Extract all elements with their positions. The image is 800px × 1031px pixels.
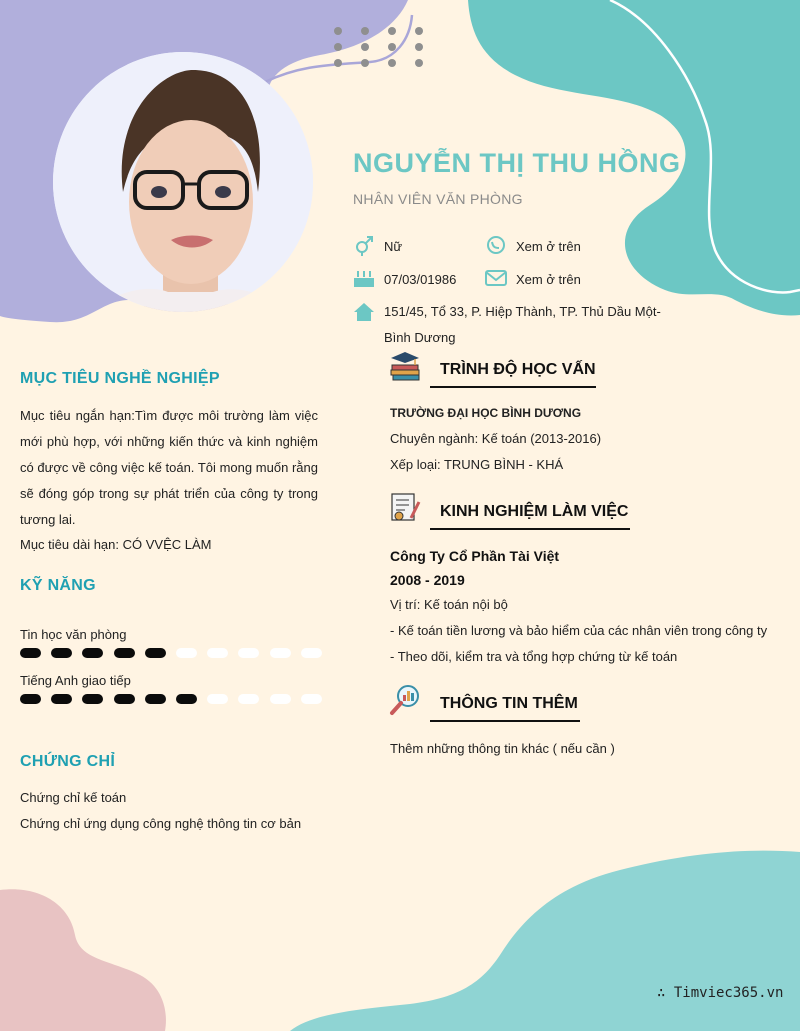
certificate-icon: [389, 492, 421, 524]
skill-dot-filled: [114, 694, 135, 704]
skill-dot-filled: [51, 648, 72, 658]
objective-long-term: Mục tiêu dài hạn: CÓ VVỆC LÀM: [20, 537, 212, 552]
skill-dot-empty: [301, 694, 322, 704]
skill-dot-empty: [207, 694, 228, 704]
education-title: TRÌNH ĐỘ HỌC VẤN: [440, 361, 596, 378]
pink-blob: [0, 889, 166, 1031]
extra-text: Thêm những thông tin khác ( nếu cần ): [390, 741, 615, 756]
cake-icon: [353, 268, 375, 288]
work-position: Vị trí: Kế toán nội bộ: [390, 597, 508, 612]
education-underline: [430, 386, 596, 388]
mail-icon: [485, 268, 507, 288]
certificate-item: Chứng chỉ ứng dụng công nghệ thông tin cơ bản: [20, 816, 302, 831]
extra-underline: [430, 720, 580, 722]
email-value: Xem ở trên: [516, 272, 581, 287]
skill-dot-filled: [20, 648, 41, 658]
certificate-item: Chứng chỉ kế toán: [20, 790, 127, 805]
skill-dot-filled: [176, 694, 197, 704]
skill-dot-empty: [238, 694, 259, 704]
address-value: 151/45, Tổ 33, P. Hiệp Thành, TP. Thủ Dầu Một-Bình Dương: [384, 304, 661, 345]
work-period: 2008 - 2019: [390, 572, 465, 588]
skill-dot-empty: [301, 648, 322, 658]
magnifier-chart-icon: [389, 684, 421, 716]
home-icon: [353, 302, 375, 322]
skill-dot-empty: [270, 694, 291, 704]
objective-title: MỤC TIÊU NGHỀ NGHIỆP: [20, 370, 220, 387]
teal-bottom-blob: [290, 851, 800, 1031]
school-name: TRƯỜNG ĐẠI HỌC BÌNH DƯƠNG: [390, 406, 582, 420]
extra-title: THÔNG TIN THÊM: [440, 695, 578, 712]
skill-dot-filled: [82, 694, 103, 704]
skill-level-bar: [20, 648, 320, 660]
education-major: Chuyên ngành: Kế toán (2013-2016): [390, 431, 602, 446]
skill-dot-filled: [51, 694, 72, 704]
skill-dot-filled: [114, 648, 135, 658]
skill-dot-empty: [176, 648, 197, 658]
work-duty: - Theo dõi, kiểm tra và tổng hợp chứng từ kế toán: [390, 649, 678, 664]
skill-name: Tiếng Anh giao tiếp: [20, 673, 131, 688]
gender-value: Nữ: [384, 239, 403, 254]
birthday-value: 07/03/01986: [384, 272, 457, 287]
skills-title: KỸ NĂNG: [20, 577, 96, 594]
skill-name: Tin học văn phòng: [20, 627, 127, 642]
skill-dot-empty: [270, 648, 291, 658]
objective-short-term: Mục tiêu ngắn hạn:Tìm được môi trường làm việc mới phù hợp, với những kiến thức và kinh nghiệm có được về công việc kế toán. Tôi mong muốn rằng sẽ đóng góp trong sự phát triển của công ty trong tương lai.: [20, 408, 318, 527]
skill-dot-empty: [238, 648, 259, 658]
gender-icon: [353, 236, 375, 256]
candidate-name: NGUYỄN THỊ THU HỒNG: [353, 148, 681, 178]
skill-dot-filled: [20, 694, 41, 704]
skill-dot-filled: [82, 648, 103, 658]
experience-underline: [430, 528, 630, 530]
whatsapp-icon: [485, 235, 507, 255]
profile-photo: [53, 52, 313, 312]
watermark: ∴ Timviec365.vn: [657, 985, 784, 1001]
company-name: Công Ty Cổ Phần Tài Việt: [390, 548, 560, 564]
phone-value: Xem ở trên: [516, 239, 581, 254]
experience-title: KINH NGHIỆM LÀM VIỆC: [440, 503, 629, 520]
skill-dot-empty: [207, 648, 228, 658]
certificates-title: CHỨNG CHỈ: [20, 753, 116, 770]
education-grade: Xếp loại: TRUNG BÌNH - KHÁ: [390, 457, 564, 472]
graduation-books-icon: [389, 350, 421, 382]
skill-dot-filled: [145, 694, 166, 704]
job-title: NHÂN VIÊN VĂN PHÒNG: [353, 191, 523, 207]
skill-dot-filled: [145, 648, 166, 658]
work-duty: - Kế toán tiền lương và bảo hiểm của các nhân viên trong công ty: [390, 623, 768, 638]
skill-level-bar: [20, 694, 320, 706]
